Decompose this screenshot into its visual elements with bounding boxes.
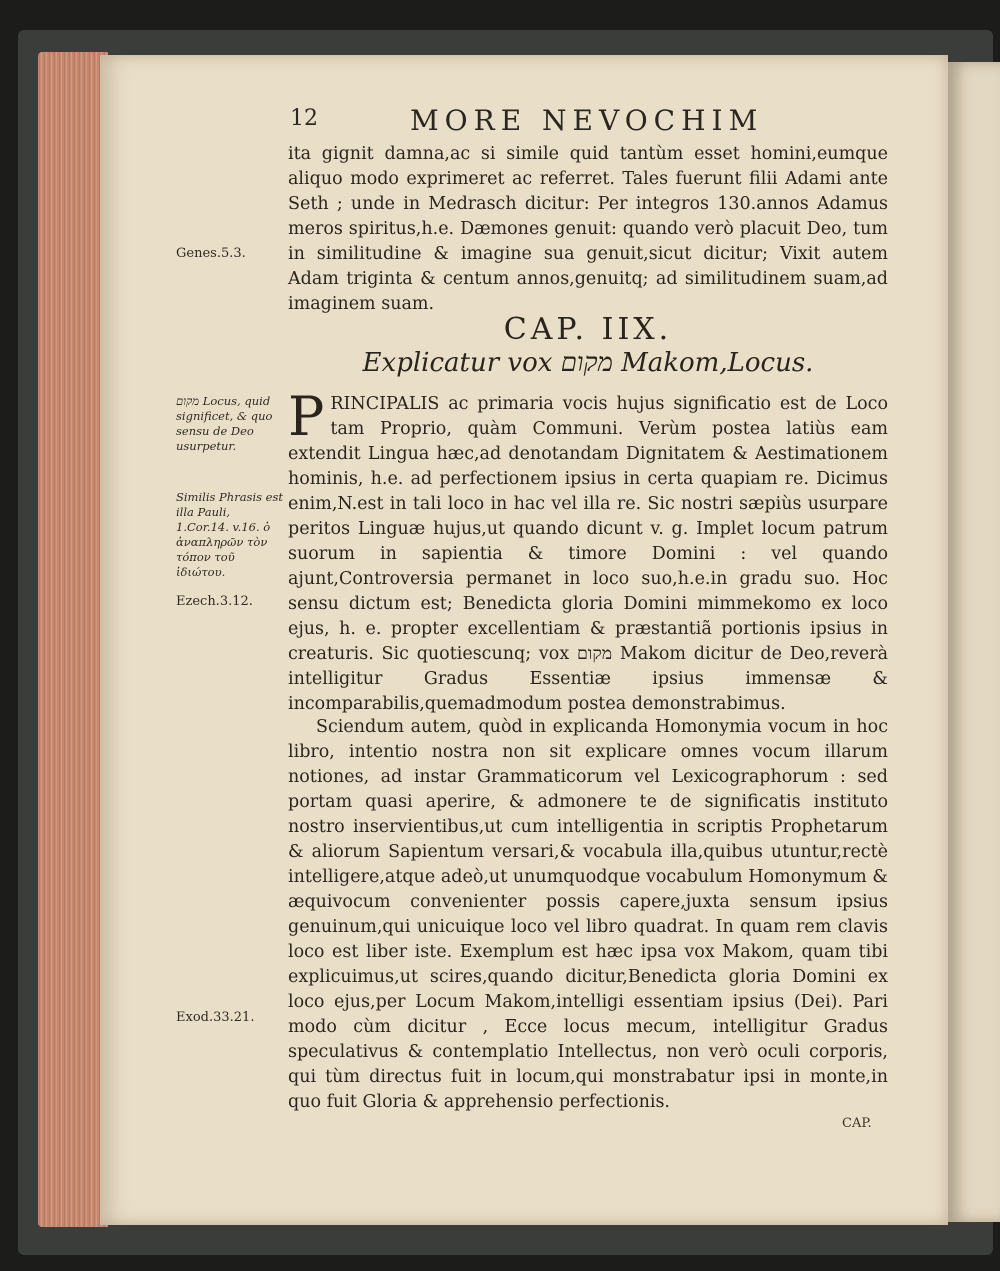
margin-note-exod: Exod.33.21.	[176, 1010, 255, 1025]
margin-note-makom: מקום Locus, quid significet, & quo sensu de Deo usurpetur.	[176, 394, 273, 453]
margin-note-genesis: Genes.5.3.	[176, 246, 246, 261]
main-paragraph: RINCIPALIS ac primaria vocis hujus significatio est de Loco tam Proprio, quàm Communi. Verùm postea latiùs eam extendit Lingua hæc,ad denotandam Dignitatem & Aestimationem hominis, h.e. ad perfectionem ipsius in certa quapiam re. Dicimus enim,N.est in tali loco in hac vel illa re. Sic nostri sæpiùs usurpare peritos Linguæ hujus,ut quando dicunt v. g. Implet locum patrum suorum in sapientia & timore Domini : vel quando ajunt,Controversia permanet in loco suo,h.e.in gradu suo. Hoc sensu dictum est; Benedicta gloria Domini mimmekomo ex loco ejus, h. e. propter excellentiam & præstantiã portionis ipsius in creaturis. Sic quotiescunq; vox מקום Makom dicitur de Deo,reverà intelligitur Gradus Essentiæ ipsius immensæ & incomparabilis,quemadmodum postea demonstrabimus.	[288, 394, 888, 714]
top-paragraph-block	[288, 142, 888, 317]
second-paragraph-block	[288, 715, 888, 1115]
chapter-subtitle: Explicatur vox מקום Makom,Locus.	[362, 348, 814, 378]
margin-note-ezech: Ezech.3.12.	[176, 594, 253, 609]
running-header	[290, 104, 890, 138]
page-number: 12	[290, 106, 318, 131]
second-paragraph: Sciendum autem, quòd in explicanda Homonymia vocum in hoc libro, intentio nostra non sit explicare omnes vocum illarum notiones, ad instar Grammaticorum vel Lexicographorum : sed portam quasi aperire, & admonere te de significatis instituto nostro inservientibus,ut cum intelligentia in scriptis Prophetarum & aliorum Sapientum versari,& vocabula illa,quibus utuntur,rectè intelligere,atque adeò,ut unumquodque vocabulum Homonymum & æquivocum convenienter possis capere,juxta sensum ipsius genuinum,qui unicuique loco vel libro quadrat. In quam rem clavis loco est liber iste. Exemplum est hæc ipsa vox Makom, quam tibi explicuimus,ut scires,quando dicitur,Benedicta gloria Domini ex loco ejus,per Locum Makom,intelligi essentiam ipsius (Dei). Pari modo cùm dicitur , Ecce locus mecum, intelligitur Gradus speculativus & contemplatio Intellectus, non verò oculi corporis, qui tùm directus fuit in locum,qui monstrabatur ipsi in monte,in quo fuit Gloria & apprehensio perfectionis.	[288, 717, 888, 1112]
margin-note-similis: Similis Phrasis est illa Pauli, 1.Cor.14. v.16. ὁ ἀναπληρῶν τὸν τόπον τοῦ ἰδιώτου.	[176, 490, 284, 579]
chapter-title: CAP. IIX.	[503, 312, 673, 347]
top-paragraph: ita gignit damna,ac si simile quid tantùm esset homini,eumque aliquo modo exprimeret ac referret. Tales fuerunt filii Adami ante Seth ; unde in Medrasch dicitur: Per integros 130.annos Adamus meros spiritus,h.e. Dæmones genuit: quando verò placuit Deo, tum in similitudine & imagine sua genuit,sicut dicitur; Vixit autem Adam triginta & centum annos,genuitq; ad similitudinem suam,ad imaginem suam.	[288, 144, 888, 314]
running-head-title: MORE NEVOCHIM	[410, 104, 764, 137]
catchword: CAP.	[842, 1116, 872, 1131]
facing-page-edge	[948, 62, 1000, 1222]
drop-cap: P	[288, 385, 325, 448]
page-edges	[38, 52, 108, 1227]
main-paragraph-block	[288, 385, 888, 717]
